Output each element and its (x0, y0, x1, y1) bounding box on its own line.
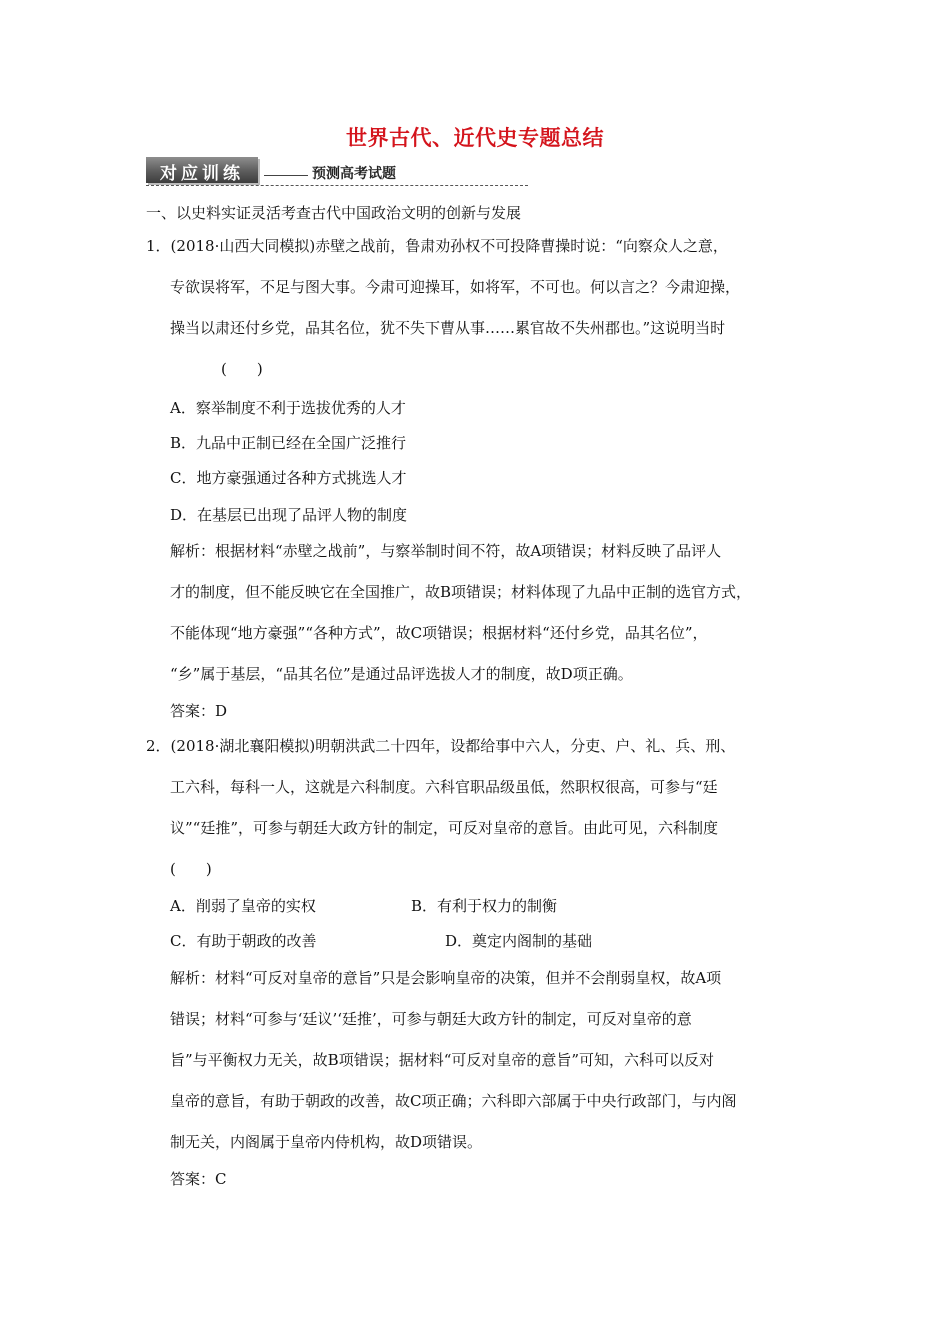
q1-analysis-line: 解析：根据材料“赤壁之战前”，与察举制时间不符，故A项错误；材料反映了品评人 (170, 542, 722, 560)
q1-answer: 答案：D (170, 702, 228, 720)
q2-option-b: B．有利于权力的制衡 (411, 897, 558, 915)
q1-answer-blank: ( ) (221, 360, 263, 378)
q1-option-c: C．地方豪强通过各种方式挑选人才 (170, 469, 407, 487)
q1-stem-line: 专欲误将军，不足与图大事。今肃可迎操耳，如将军，不可也。何以言之？今肃迎操， (170, 278, 741, 296)
page-title: 世界古代、近代史专题总结 (346, 126, 604, 150)
section-banner (146, 157, 528, 189)
q2-answer: 答案：C (170, 1170, 227, 1188)
q2-stem-line: 工六科，每科一人，这就是六科制度。六科官职品级虽低，然职权很高，可参与“廷 (170, 778, 718, 796)
q1-analysis-line: 不能体现“地方豪强”“各种方式”，故C项错误；根据材料“还付乡党，品其名位”， (170, 624, 708, 642)
q2-analysis-line: 旨”与平衡权力无关，故B项错误；据材料“可反对皇帝的意旨”可知，六科可以反对 (170, 1051, 715, 1069)
q1-analysis-line: “乡”属于基层，“品其名位”是通过品评选拔人才的制度，故D项正确。 (170, 665, 633, 683)
q2-analysis-line: 错误；材料“可参与‘廷议’‘廷推’，可参与朝廷大政方针的制定，可反对皇帝的意 (170, 1010, 692, 1028)
q1-option-d: D．在基层已出现了品评人物的制度 (170, 506, 408, 524)
q2-analysis-line: 皇帝的意旨，有助于朝政的改善，故C项正确；六科即六部属于中央行政部门，与内阁 (170, 1092, 737, 1110)
q1-option-b: B．九品中正制已经在全国广泛推行 (170, 434, 407, 452)
q2-analysis-line: 解析：材料“可反对皇帝的意旨”只是会影响皇帝的决策，但并不会削弱皇权，故A项 (170, 969, 722, 987)
banner-divider (146, 185, 528, 186)
q2-answer-blank: ( ) (170, 860, 212, 878)
q2-option-d: D．奠定内阁制的基础 (445, 932, 593, 950)
q1-stem-line: 1．(2018·山西大同模拟)赤壁之战前，鲁肃劝孙权不可投降曹操时说：“向察众人之意， (146, 237, 728, 255)
banner-label: 对应训练 (160, 164, 244, 184)
q1-option-a: A．察举制度不利于选拔优秀的人才 (170, 399, 406, 417)
banner-subtitle: 预测高考试题 (312, 166, 396, 182)
q2-option-a: A．削弱了皇帝的实权 (170, 897, 316, 915)
q1-stem-line: 操当以肃还付乡党，品其名位，犹不失下曹从事……累官故不失州郡也。”这说明当时 (170, 319, 726, 337)
section-heading: 一、以史料实证灵活考查古代中国政治文明的创新与发展 (146, 204, 522, 222)
q1-analysis-line: 才的制度，但不能反映它在全国推广，故B项错误；材料体现了九品中正制的选官方式， (170, 583, 752, 601)
q2-stem-line: 议”“廷推”，可参与朝廷大政方针的制定，可反对皇帝的意旨。由此可见，六科制度 (170, 819, 719, 837)
q2-analysis-line: 制无关，内阁属于皇帝内侍机构，故D项错误。 (170, 1133, 483, 1151)
q2-stem-line: 2．(2018·湖北襄阳模拟)明朝洪武二十四年，设都给事中六人，分吏、户、礼、兵、刑、 (146, 737, 736, 755)
banner-connector (264, 175, 308, 176)
q2-option-c: C．有助于朝政的改善 (170, 932, 317, 950)
